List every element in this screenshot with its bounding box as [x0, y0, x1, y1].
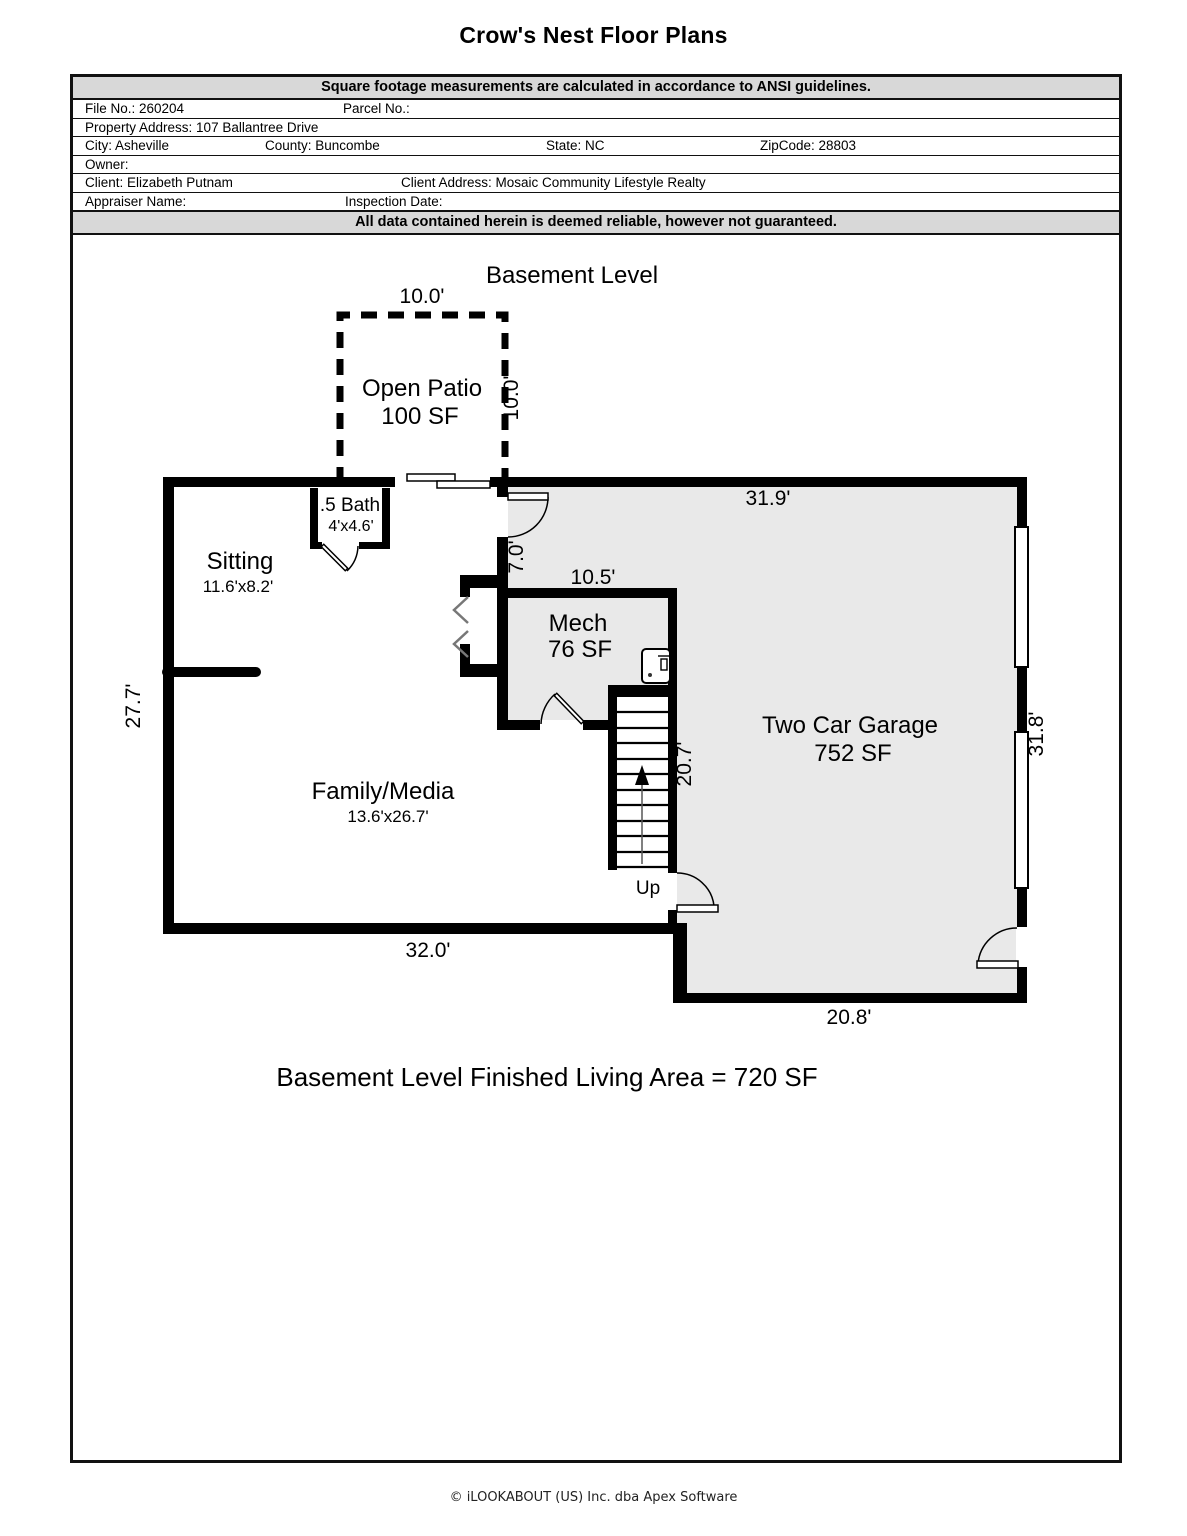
wall-garage-right-1	[1017, 477, 1027, 527]
room-label-family: Family/Media	[311, 778, 455, 805]
dim-patio-width: 10.0'	[399, 285, 445, 308]
wall-mech-top	[497, 588, 677, 598]
room-label-mech: Mech	[548, 610, 608, 637]
wall-bath-left	[310, 488, 318, 548]
sink-drain	[648, 673, 652, 677]
wall-entry-top	[497, 477, 508, 497]
wall-garage-bottom	[673, 993, 1027, 1003]
wall-top-right	[490, 477, 1027, 487]
living-area-summary: Basement Level Finished Living Area = 720 SF	[276, 1062, 818, 1092]
copyright-footer: © iLOOKABOUT (US) Inc. dba Apex Software	[449, 1490, 738, 1505]
mech-door-gap	[540, 720, 583, 730]
parcel-no-field: Parcel No.:	[343, 101, 410, 116]
level-title: Basement Level	[485, 262, 659, 289]
wall-garage-right-4	[1017, 967, 1027, 1003]
state-field: State: NC	[546, 138, 605, 153]
owner-field: Owner:	[85, 156, 129, 172]
room-size-sitting: 11.6'x8.2'	[202, 577, 274, 596]
room-size-mech: 76 SF	[547, 636, 613, 663]
dim-garage-right: 31.8'	[1025, 711, 1048, 757]
entry-door-leaf	[508, 493, 548, 500]
sink-basin	[642, 649, 670, 683]
client-address-field: Client Address: Mosaic Community Lifestyle Realty	[401, 175, 706, 190]
wall-stairs-top	[608, 685, 677, 697]
sliding-door-panel-1	[407, 474, 455, 481]
property-address-field: Property Address: 107 Ballantree Drive	[85, 119, 319, 135]
landing-door-leaf	[677, 905, 718, 912]
sliding-door-panel-2	[437, 481, 490, 488]
room-size-open-patio: 100 SF	[381, 403, 459, 430]
room-label-garage: Two Car Garage	[761, 712, 939, 739]
dim-mech-width: 10.5'	[570, 566, 616, 589]
info-row-file	[73, 100, 1119, 119]
dim-entry: 7.0'	[505, 540, 528, 574]
room-size-bath: 4'x4.6'	[328, 518, 374, 535]
wall-top-left	[163, 477, 395, 487]
wall-bath-bottom-a	[310, 542, 322, 549]
dim-stairs: 20.7'	[673, 741, 696, 787]
room-label-sitting: Sitting	[206, 548, 274, 575]
info-row-client	[73, 174, 1119, 193]
county-field: County: Buncombe	[265, 138, 380, 153]
stairs-up-label: Up	[635, 878, 661, 899]
city-field: City: Asheville	[85, 138, 170, 153]
garage-area-fill	[497, 483, 1022, 998]
dim-family-width: 32.0'	[405, 939, 451, 962]
info-row-owner	[73, 156, 1119, 175]
ansi-notice-band: Square footage measurements are calculated in accordance to ANSI guidelines.	[73, 77, 1119, 100]
info-row-address	[73, 119, 1119, 138]
wall-break-stub-upper-tab	[460, 575, 470, 597]
inspection-date-field: Inspection Date:	[345, 193, 443, 209]
dim-patio-height: 10.0'	[500, 375, 523, 421]
room-label-open-patio: Open Patio	[361, 375, 483, 402]
wall-bath-bottom-b	[359, 542, 390, 549]
dim-garage-top: 31.9'	[745, 487, 791, 510]
disclaimer-band: All data contained herein is deemed reliable, however not guaranteed.	[73, 211, 1119, 235]
room-label-bath: .5 Bath	[319, 495, 381, 516]
room-size-family: 13.6'x26.7'	[347, 807, 429, 826]
wall-mech-bottom-left	[497, 720, 540, 730]
wall-left	[163, 477, 174, 934]
sink-icon	[642, 649, 670, 683]
landing-door-gap	[668, 873, 677, 910]
dim-garage-width: 20.8'	[826, 1006, 872, 1029]
garage-window-1	[1015, 527, 1028, 667]
appraiser-name-field: Appraiser Name:	[85, 193, 187, 209]
page-title: Crow's Nest Floor Plans	[459, 22, 728, 48]
break-zigzag-1	[454, 597, 468, 623]
wall-garage-step	[673, 923, 687, 1003]
floor-plan	[72, 247, 1122, 1047]
zipcode-field: ZipCode: 28803	[760, 138, 857, 153]
garage-side-door-leaf	[977, 961, 1018, 968]
wall-stairs-right	[668, 598, 677, 873]
wall-break-stub-lower	[460, 664, 508, 677]
info-row-city	[73, 137, 1119, 156]
room-size-garage: 752 SF	[814, 740, 892, 767]
dim-left-height: 27.7'	[122, 683, 145, 729]
entry-door-gap	[497, 497, 508, 537]
info-row-appraiser	[73, 193, 1119, 212]
wall-family-bottom	[163, 923, 687, 934]
wall-garage-right-3	[1017, 888, 1027, 927]
wall-bath-right	[382, 488, 390, 548]
bath-door-arc	[347, 546, 358, 571]
file-no-field: File No.: 260204	[85, 101, 185, 116]
sliding-door	[407, 474, 490, 488]
wall-landing-stub	[668, 910, 677, 923]
wall-stairs-left	[608, 685, 617, 870]
client-field: Client: Elizabeth Putnam	[85, 175, 233, 190]
bath-door-leaf-inner	[323, 546, 346, 569]
